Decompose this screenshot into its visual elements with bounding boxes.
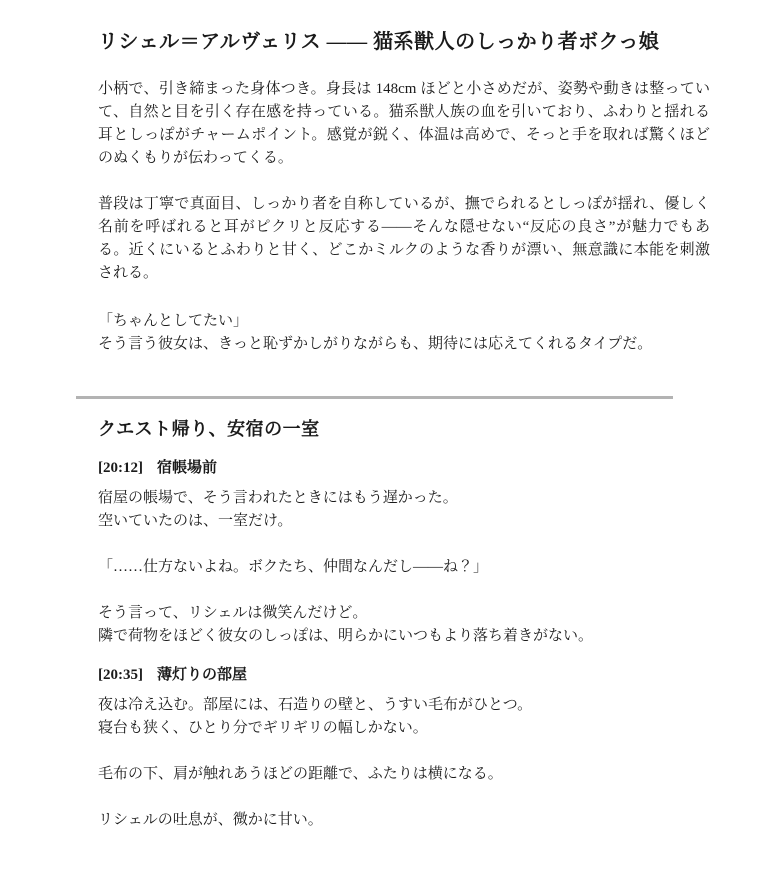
scene-beat-1 xyxy=(98,457,710,648)
narration-line: 寝台も狭く、ひとり分でギリギリの幅しかない。 xyxy=(98,720,428,736)
profile-paragraph-2: 普段は丁寧で真面目、しっかり者を自称しているが、撫でられるとしっぽが揺れ、優しく名前を呼ばれると耳がピクリと反応する——そんな隠せない“反応の良さ”が魅力でもある。近くにいるとふわりと甘く、どこかミルクのような香りが漂い、無意識に本能を刺激される。 xyxy=(98,196,710,281)
section-divider xyxy=(76,396,673,399)
character-title: リシェル＝アルヴェリス —— 猫系獣人のしっかり者ボクっ娘 xyxy=(98,31,660,53)
beat-2-timestamp: [20:35] xyxy=(98,667,143,683)
quote-followup-line: そう言う彼女は、きっと恥ずかしがりながらも、期待には応えてくれるタイプだ。 xyxy=(98,336,653,352)
beat-1-narration xyxy=(98,487,710,533)
narration-line: そう言って、リシェルは微笑んだけど。 xyxy=(98,605,368,621)
beat-2-place: 薄灯りの部屋 xyxy=(157,667,248,683)
beat-1-place: 宿帳場前 xyxy=(157,460,218,476)
narration-line: 隣で荷物をほどく彼女のしっぽは、明らかにいつもより落ち着きがない。 xyxy=(98,628,594,644)
beat-2-narration xyxy=(98,694,710,740)
profile-paragraph-1: 小柄で、引き締まった身体つき。身長は 148cm ほどと小さめだが、姿勢や動きは整っていて、自然と目を引く存在感を持っている。猫系獣人族の血を引いており、ふわりと揺れる耳としっぽがチャームポイント。感覚が鋭く、体温は高めで、そっと手を取れば驚くほどのぬくもりが伝わってくる。 xyxy=(98,81,710,166)
profile-quote-block xyxy=(98,310,710,356)
beat-2-paragraph-2: 毛布の下、肩が触れあうほどの距離で、ふたりは横になる。 xyxy=(98,766,503,782)
scene-heading: クエスト帰り、安宿の一室 xyxy=(98,419,320,439)
scene-beat-2 xyxy=(98,664,710,832)
beat-2-paragraph-3: リシェルの吐息が、微かに甘い。 xyxy=(98,812,323,828)
beat-1-header xyxy=(98,457,710,480)
narration-line: 宿屋の帳場で、そう言われたときにはもう遅かった。 xyxy=(98,490,458,506)
beat-1-timestamp: [20:12] xyxy=(98,460,143,476)
narration-line: 空いていたのは、一室だけ。 xyxy=(98,513,293,529)
beat-2-header xyxy=(98,664,710,687)
beat-1-aftermath xyxy=(98,602,710,648)
beat-1-dialogue: 「……仕方ないよね。ボクたち、仲間なんだし——ね？」 xyxy=(98,559,489,575)
quote-line: 「ちゃんとしてたい」 xyxy=(98,313,249,329)
narration-line: 夜は冷え込む。部屋には、石造りの壁と、うすい毛布がひとつ。 xyxy=(98,697,533,713)
